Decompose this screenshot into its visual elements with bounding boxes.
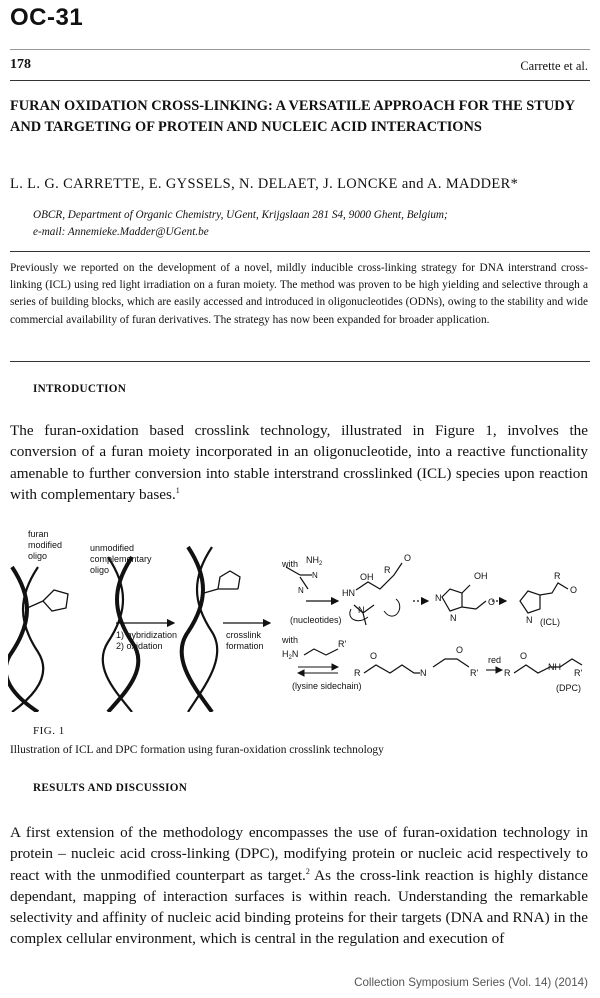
atom-r: R [354, 668, 361, 678]
section-heading-introduction: INTRODUCTION [33, 383, 127, 395]
abstract-code: OC-31 [10, 4, 84, 31]
label-with: with [282, 559, 299, 569]
atom-r-prime: R' [470, 668, 479, 678]
atom-o: O [404, 553, 412, 563]
author-list: L. L. G. CARRETTE, E. GYSSELS, N. DELAET, J. LONCKE and A. MADDER* [10, 176, 519, 192]
atom-n: N [312, 571, 318, 580]
label-crosslink: crosslink [226, 630, 262, 640]
section-heading-results: RESULTS AND DISCUSSION [33, 782, 188, 794]
abstract-text: Previously we reported on the development of a novel, mildly inducible cross-linking strategy for DNA interstrand cross-linking (ICL) using red light irradiation on a furan moiety. The method was proven to be high yielding and selective through a series of building blocks, which are easily accessed and introduced in oligonucleotides (ODNs), owing to the stability and wide commercial availability of furan derivatives. The strategy has now been expanded for broader application. [10, 262, 588, 326]
label-nh2: $NH_2$ [306, 555, 323, 567]
atom-r-prime: R' [574, 668, 583, 678]
label-formation: formation [226, 641, 264, 651]
running-head: Carrette et al. [520, 59, 588, 73]
figure-label: FIG. 1 [33, 725, 65, 737]
atom-n: N [450, 613, 457, 623]
results-text-b: As the cross-link reaction is highly distance dependant, mapping of interaction surfaces is within reach. Understanding the remarkable selectivity and affinity of nucleic acid binding proteins for their targets (DNA and RNA) in the complex cellular environment, which is central in the regulation and execution of [10, 866, 588, 948]
abstract-top-divider [10, 251, 590, 252]
label-oligo-2: oligo [90, 565, 110, 575]
label-with-2: with [282, 635, 299, 645]
atom-hn: HN [342, 588, 355, 598]
introduction-text: The furan-oxidation based crosslink technology, illustrated in Figure 1, involves the conversion of a furan moiety incorporated in an oligonucleotide, into a reactive functionality amenable to further conversion into stable interstrand crosslinked (ICL) species upon reaction with complementary bases. [10, 422, 588, 503]
results-text-a: A first extension of the methodology encompasses the use of furan-oxidation technology in protein – nucleic acid cross-linking (DPC), modifying protein or nucleic acid respectively to react with the unmodified counterpart as target. [10, 824, 588, 884]
series-footer: Collection Symposium Series (Vol. 14) (2014) [354, 976, 588, 989]
header-divider [10, 49, 590, 50]
atom-o: O [370, 651, 378, 661]
helix-strand [182, 547, 212, 712]
label-oligo: oligo [28, 551, 48, 561]
atom-o: O [456, 645, 464, 655]
page-number: 178 [10, 57, 31, 72]
furan-ring [43, 590, 68, 611]
abstract-bottom-divider [10, 361, 590, 362]
atom-r-prime: R' [338, 639, 347, 649]
label-complementary: complementary [90, 554, 152, 564]
helix-strand [12, 567, 43, 712]
figure-1-scheme [8, 527, 588, 712]
atom-o: O [488, 597, 496, 607]
introduction-paragraph [10, 420, 588, 505]
label-modified: modified [28, 540, 63, 550]
atom-r: R [384, 565, 391, 575]
atom-n: N [526, 615, 533, 625]
label-step-hybridization: 1) hybridization [116, 630, 178, 640]
label-furan: furan [28, 529, 49, 539]
atom-n: N [358, 605, 365, 615]
affiliation [33, 207, 448, 241]
article-title: FURAN OXIDATION CROSS-LINKING: A VERSATILE APPROACH FOR THE STUDY AND TARGETING OF PROTEIN AND NUCLEIC ACID INTERACTIONS [10, 98, 575, 135]
label-nucleotides: (nucleotides) [290, 615, 342, 625]
reference-mark: 2 [305, 866, 310, 876]
label-dpc: (DPC) [556, 683, 581, 693]
label-h2n: $H_2N$ [282, 649, 299, 661]
affiliation-address: OBCR, Department of Organic Chemistry, UGent, Krijgslaan 281 S4, 9000 Ghent, Belgium; [33, 209, 448, 221]
title-divider [10, 80, 590, 81]
atom-o: O [520, 651, 528, 661]
atom-oh: OH [360, 572, 374, 582]
atom-n: N [298, 586, 304, 595]
atom-n: N [420, 668, 427, 678]
atom-nh: NH [548, 662, 561, 672]
helix-strand [188, 547, 217, 712]
contact-email: e-mail: Annemieke.Madder@UGent.be [33, 226, 209, 238]
label-lysine-sidechain: (lysine sidechain) [292, 681, 362, 691]
label-icl: (ICL) [540, 617, 560, 627]
atom-r: R [504, 668, 511, 678]
helix-strand [8, 567, 38, 712]
atom-n: N [435, 593, 442, 603]
atom-r: R [554, 571, 561, 581]
label-unmodified: unmodified [90, 543, 135, 553]
atom-oh: OH [474, 571, 488, 581]
reference-mark: 1 [175, 485, 180, 495]
figure-caption: Illustration of ICL and DPC formation using furan-oxidation crosslink technology [10, 744, 384, 756]
label-red: red [488, 655, 502, 665]
atom-o: O [570, 585, 578, 595]
results-paragraph [10, 822, 588, 950]
label-step-oxidation: 2) oxidation [116, 641, 163, 651]
